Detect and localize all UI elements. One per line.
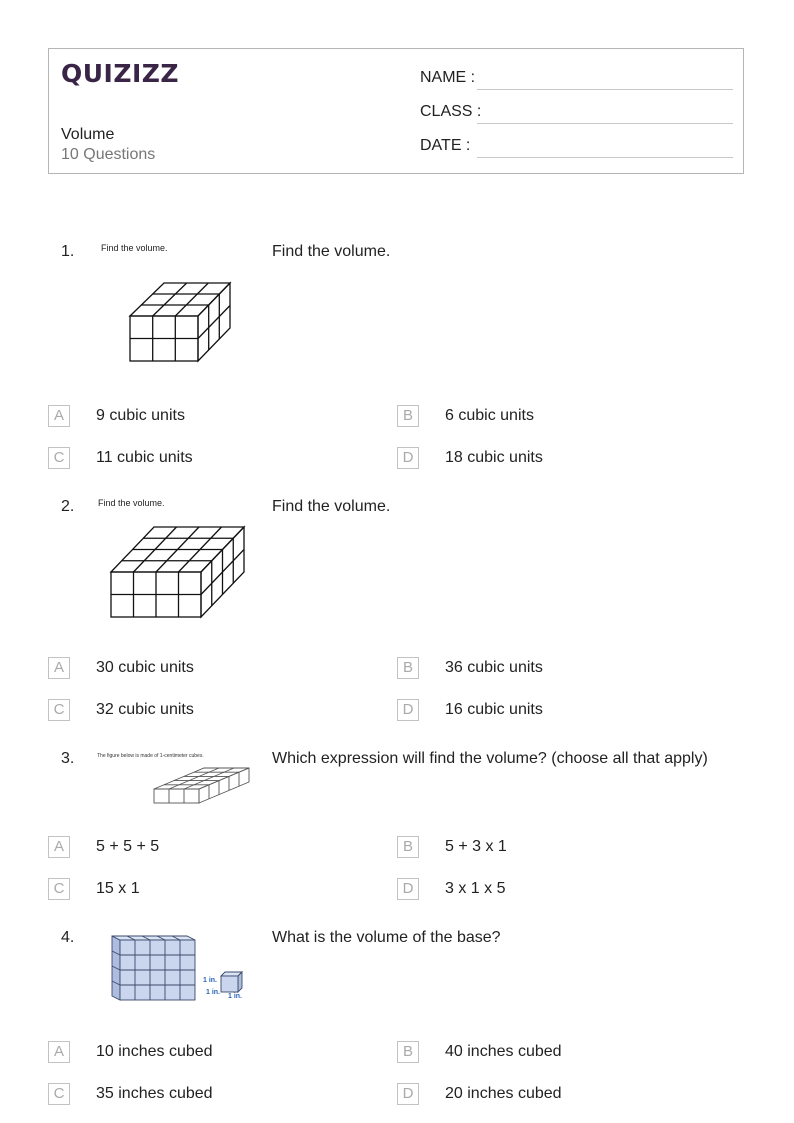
q3-option-d-text: 3 x 1 x 5 xyxy=(445,880,506,897)
q2-option-a-text: 30 cubic units xyxy=(96,659,194,676)
question-3-figure-caption: The figure below is made of 1-centimeter cubes. xyxy=(97,753,204,759)
q3-option-a-text: 5 + 5 + 5 xyxy=(96,838,160,855)
q4-option-c-box[interactable]: C xyxy=(48,1083,70,1105)
q4-option-d-text: 20 inches cubed xyxy=(445,1085,562,1102)
q4-option-b-box[interactable]: B xyxy=(397,1041,419,1063)
q1-option-d-text: 18 cubic units xyxy=(445,449,543,466)
q4-option-a-box[interactable]: A xyxy=(48,1041,70,1063)
class-line[interactable] xyxy=(477,123,733,124)
q2-option-c-box[interactable]: C xyxy=(48,699,70,721)
question-3-text: Which expression will find the volume? (choose all that apply) xyxy=(272,750,708,767)
question-2-figure-caption: Find the volume. xyxy=(98,498,165,508)
question-4-text: What is the volume of the base? xyxy=(272,929,501,946)
q3-option-a-box[interactable]: A xyxy=(48,836,70,858)
q4-option-c-text: 35 inches cubed xyxy=(96,1085,213,1102)
q1-option-a-text: 9 cubic units xyxy=(96,407,185,424)
q4-option-b-text: 40 inches cubed xyxy=(445,1043,562,1060)
q1-option-d-box[interactable]: D xyxy=(397,447,419,469)
question-4-number: 4. xyxy=(61,929,75,946)
q3-option-c-text: 15 x 1 xyxy=(96,880,140,897)
q2-option-d-box[interactable]: D xyxy=(397,699,419,721)
q2-option-b-box[interactable]: B xyxy=(397,657,419,679)
name-line[interactable] xyxy=(477,89,733,90)
q1-option-b-box[interactable]: B xyxy=(397,405,419,427)
worksheet-header xyxy=(48,48,744,174)
question-4-cube-figure xyxy=(108,930,248,1006)
question-1-text: Find the volume. xyxy=(272,243,391,260)
q1-option-a-box[interactable]: A xyxy=(48,405,70,427)
q2-option-a-box[interactable]: A xyxy=(48,657,70,679)
question-3-number: 3. xyxy=(61,750,75,767)
q3-option-b-text: 5 + 3 x 1 xyxy=(445,838,507,855)
q4-label-height: 1 in. xyxy=(203,977,218,984)
q4-label-width: 1 in. xyxy=(228,993,243,1000)
q2-option-b-text: 36 cubic units xyxy=(445,659,543,676)
q1-option-c-text: 11 cubic units xyxy=(96,449,193,466)
question-1-number: 1. xyxy=(61,243,75,260)
worksheet-title: Volume xyxy=(61,126,115,143)
worksheet-question-count: 10 Questions xyxy=(61,146,156,163)
q1-option-c-box[interactable]: C xyxy=(48,447,70,469)
question-1-figure-caption: Find the volume. xyxy=(101,243,168,253)
name-label: NAME : xyxy=(420,69,476,86)
question-2-text: Find the volume. xyxy=(272,498,391,515)
q4-option-a-text: 10 inches cubed xyxy=(96,1043,213,1060)
quizizz-logo: QUIZIZZ xyxy=(61,59,180,88)
q4-label-depth: 1 in. xyxy=(206,989,221,996)
question-3-cube-figure xyxy=(150,762,254,806)
class-label: CLASS : xyxy=(420,103,482,120)
question-1-cube-figure xyxy=(100,258,260,368)
q3-option-d-box[interactable]: D xyxy=(397,878,419,900)
q4-option-d-box[interactable]: D xyxy=(397,1083,419,1105)
q2-option-c-text: 32 cubic units xyxy=(96,701,194,718)
q2-option-d-text: 16 cubic units xyxy=(445,701,543,718)
date-label: DATE : xyxy=(420,137,471,154)
q1-option-b-text: 6 cubic units xyxy=(445,407,534,424)
q3-option-b-box[interactable]: B xyxy=(397,836,419,858)
question-2-number: 2. xyxy=(61,498,75,515)
q3-option-c-box[interactable]: C xyxy=(48,878,70,900)
question-2-cube-figure xyxy=(100,515,260,625)
date-line[interactable] xyxy=(477,157,733,158)
